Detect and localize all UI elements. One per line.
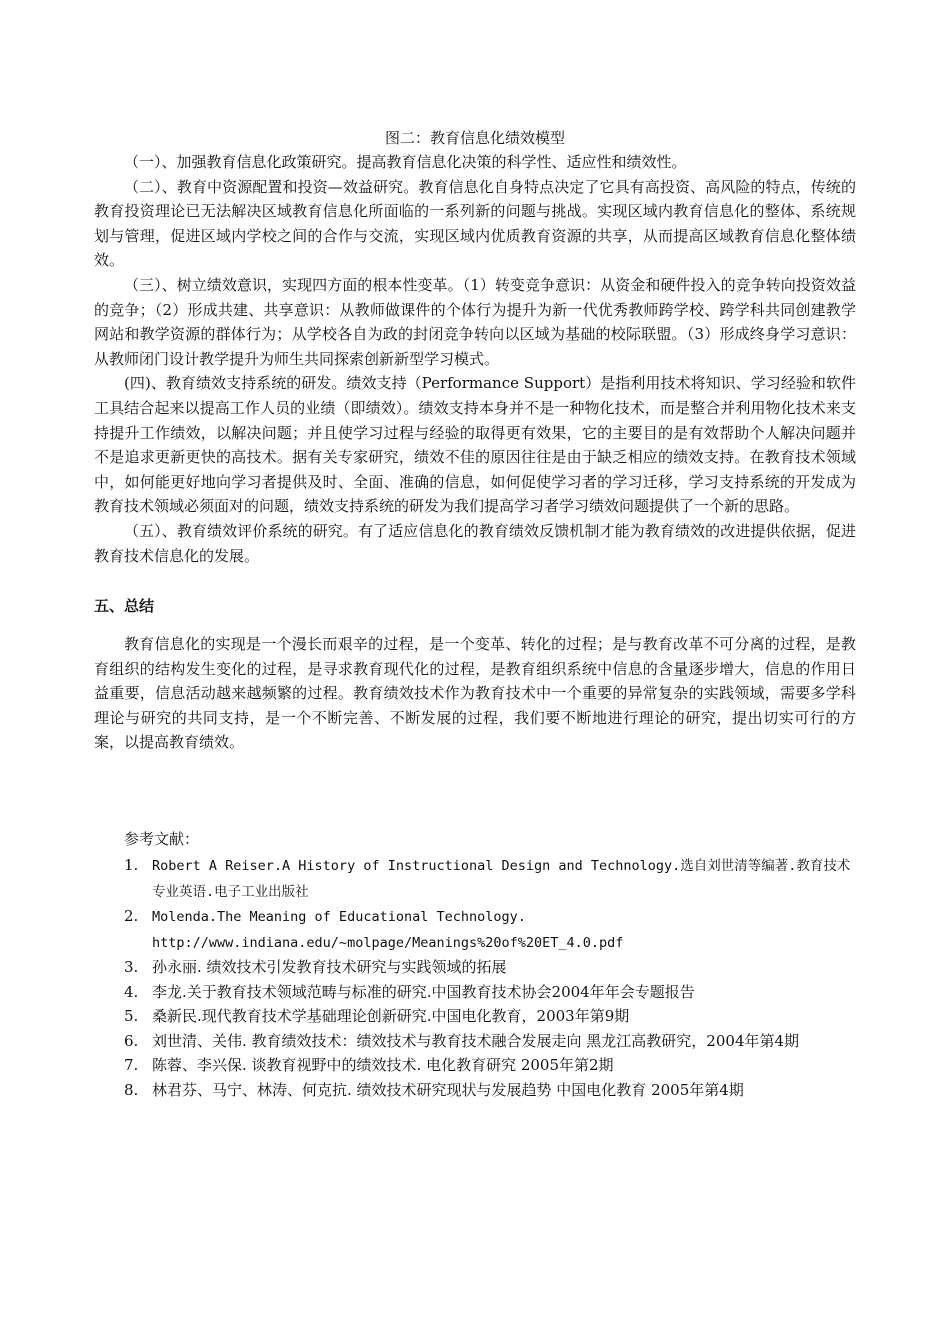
paragraph-summary: 教育信息化的实现是一个漫长而艰辛的过程，是一个变革、转化的过程；是与教育改革不可分离的过程，是教育组织的结构发生变化的过程，是寻求教育现代化的过程，是教育组织系统中信息的含量逐步增大，信息的作用日益重要，信息活动越来越频繁的过程。教育绩效技术作为教育技术中一个重要的异常复杂的实践领域，需要多学科理论与研究的共同支持，是一个不断完善、不断发展的过程，我们要不断地进行理论的研究，提出切实可行的方案，以提高教育绩效。 xyxy=(94,635,856,752)
reference-number: 6. xyxy=(124,1031,139,1050)
paragraph-evaluation-system: （五）、教育绩效评价系统的研究。有了适应信息化的教育绩效反馈机制才能为教育绩效的改进提供依据，促进教育技术信息化的发展。 xyxy=(94,521,856,565)
paragraph-policy-research: （一）、加强教育信息化政策研究。提高教育信息化决策的科学性、适应性和绩效性。 xyxy=(124,153,687,171)
reference-number: 8. xyxy=(124,1080,139,1099)
reference-text: Robert A Reiser.A History of Instructional Design and Technology.选自刘世清等编著.教育技术专业英语.电子工业出版社 xyxy=(152,858,851,900)
reference-item xyxy=(124,1078,856,1103)
references-title: 参考文献： xyxy=(124,830,200,849)
paragraph-performance-support: (四)、教育绩效支持系统的研发。绩效支持（Performance Support）是指利用技术将知识、学习经验和软件工具结合起来以提高工作人员的业绩（即绩效）。绩效支持本身并不是一种物化技术，而是整合并利用物化技术来支持提升工作绩效，以解决问题；并且使学习过程与经验的取得更有效果，它的主要目的是有效帮助个人解决问题并不是追求更新更快的高技术。据有关专家研究，绩效不佳的原因往往是由于缺乏相应的绩效支持。在教育技术领域中，如何能更好地向学习者提供及时、全面、准确的信息，如何促使学习者的学习迁移，学习支持系统的开发成为教育技术领域必须面对的问题，绩效支持系统的研发为我们提高学习者学习绩效问题提供了一个新的思路。 xyxy=(94,374,856,516)
reference-number: 1. xyxy=(124,856,139,875)
reference-text: 刘世清、关伟. 教育绩效技术：绩效技术与教育技术融合发展走向 黑龙江高教研究，2004年第4期 xyxy=(152,1031,800,1050)
paragraph-performance-awareness: （三）、树立绩效意识，实现四方面的根本性变革。（1）转变竞争意识：从资金和硬件投入的竞争转向投资效益的竞争；（2）形成共建、共享意识：从教师做课件的个体行为提升为新一代优秀教师跨学校、跨学科共同创建教学网站和教学资源的群体行为；从学校各自为政的封闭竞争转向以区域为基础的校际联盟。（3）形成终身学习意识：从教师闭门设计教学提升为师生共同探索创新新型学习模式。 xyxy=(94,275,856,368)
section-heading-summary: 五、总结 xyxy=(94,597,155,616)
reference-text: 陈蓉、李兴保. 谈教育视野中的绩效技术. 电化教育研究 2005年第2期 xyxy=(152,1056,614,1075)
reference-text: 李龙.关于教育技术领域范畴与标准的研究.中国教育技术协会2004年年会专题报告 xyxy=(152,982,695,1001)
reference-text: 孙永丽. 绩效技术引发教育技术研究与实践领域的拓展 xyxy=(152,958,507,977)
reference-number: 4. xyxy=(124,982,139,1001)
references-list xyxy=(124,853,856,1102)
reference-item xyxy=(124,1053,856,1078)
reference-text: 桑新民.现代教育技术学基础理论创新研究.中国电化教育，2003年第9期 xyxy=(152,1007,630,1026)
reference-number: 7. xyxy=(124,1056,139,1075)
reference-number: 2. xyxy=(124,907,139,926)
reference-item xyxy=(124,980,856,1005)
paragraph-resource-allocation: （二）、教育中资源配置和投资—效益研究。教育信息化自身特点决定了它具有高投资、高风险的特点，传统的教育投资理论已无法解决区域教育信息化所面临的一系列新的问题与挑战。实现区域内教育信息化的整体、系统规划与管理，促进区域内学校之间的合作与交流，实现区域内优质教育资源的共享，从而提高区域教育信息化整体绩效。 xyxy=(94,177,856,270)
reference-item xyxy=(124,904,856,955)
reference-number: 3. xyxy=(124,958,139,977)
reference-item xyxy=(124,1029,856,1054)
reference-item xyxy=(124,853,856,904)
reference-item xyxy=(124,1004,856,1029)
references-section xyxy=(94,827,856,1102)
reference-item xyxy=(124,955,856,980)
reference-number: 5. xyxy=(124,1007,139,1026)
reference-text: Molenda.The Meaning of Educational Technology. http://www.indiana.edu/~molpage/Meanings%20of%20ET_4.0.pdf xyxy=(152,909,624,951)
reference-text: 林君芬、马宁、林涛、何克抗. 绩效技术研究现状与发展趋势 中国电化教育 2005年第4期 xyxy=(152,1080,744,1099)
figure-caption: 图二：教育信息化绩效模型 xyxy=(384,129,565,147)
